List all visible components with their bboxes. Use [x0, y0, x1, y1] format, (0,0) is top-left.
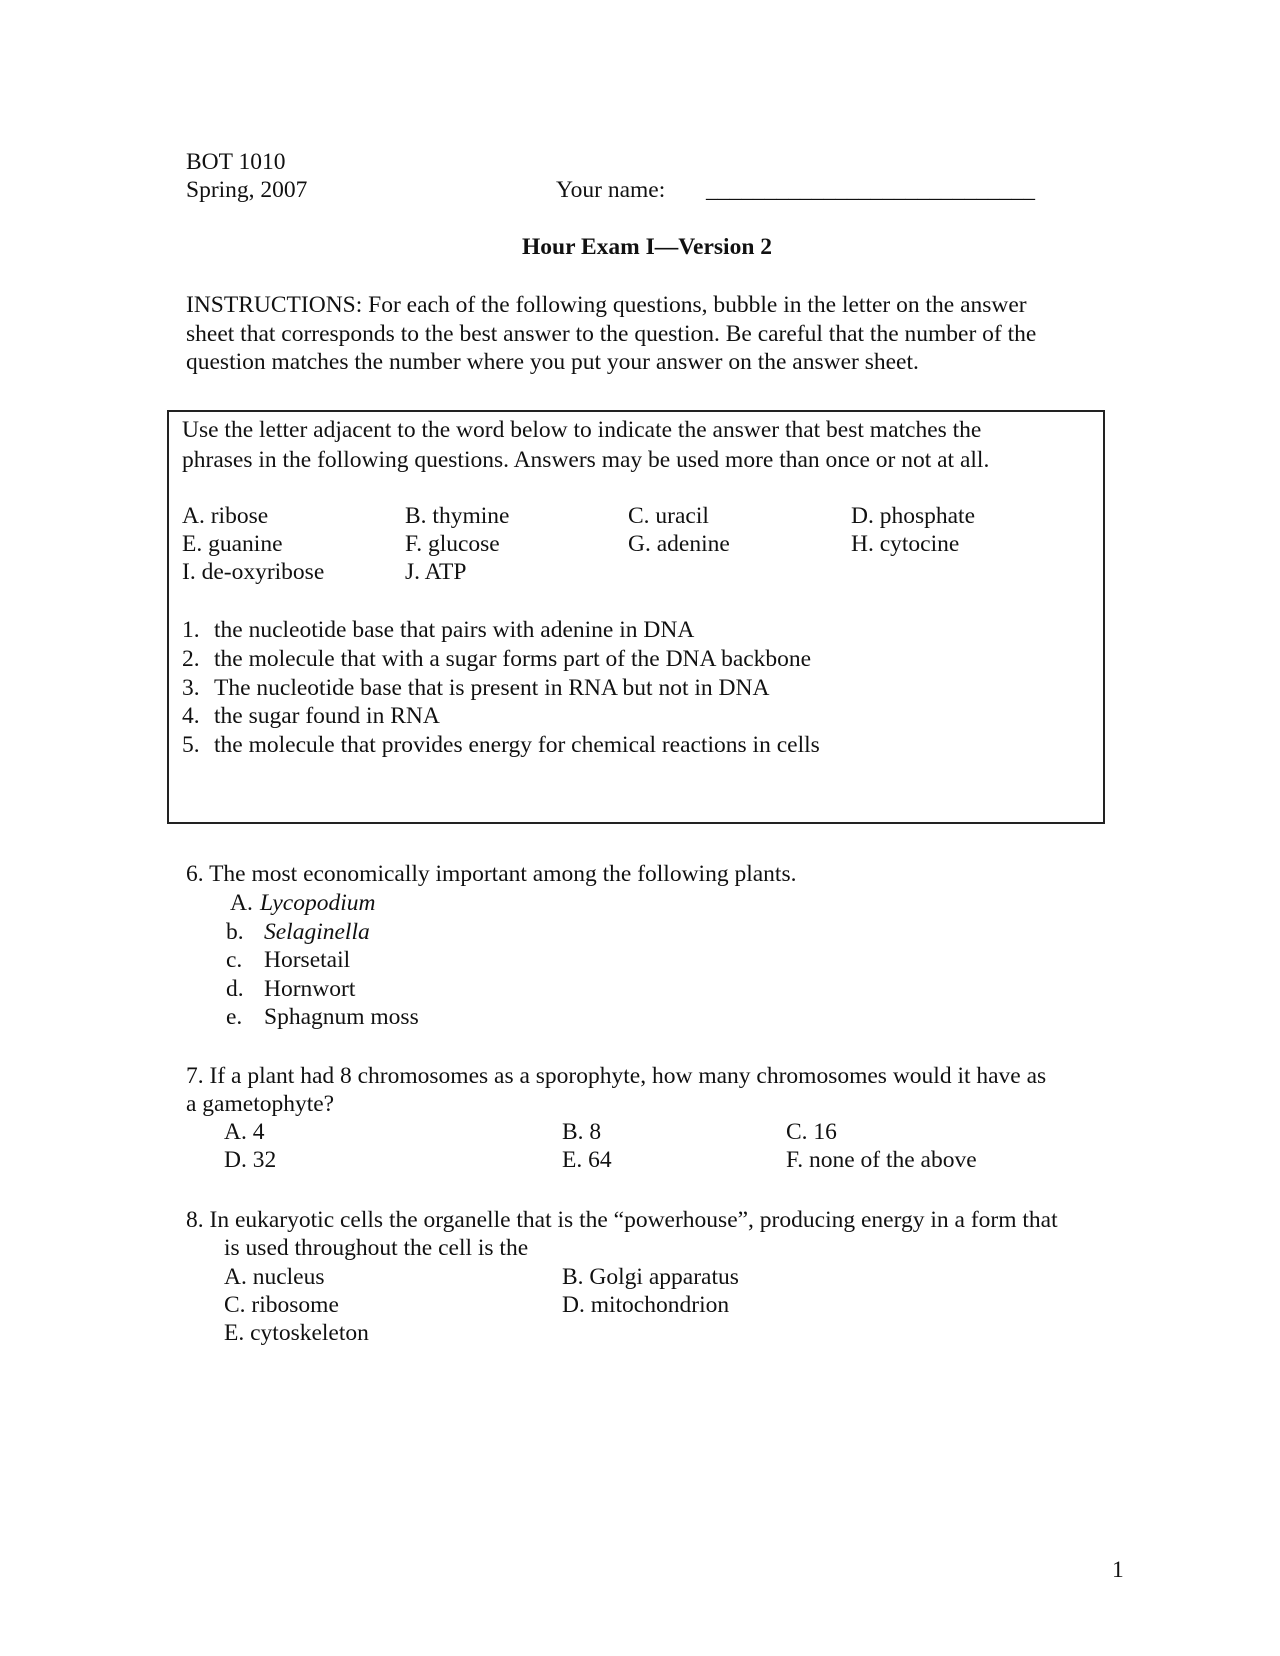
choice-item: F. glucose	[405, 531, 500, 557]
option: B. Golgi apparatus	[562, 1264, 739, 1290]
question-6-stem: 6. The most economically important among the following plants.	[186, 861, 797, 887]
question-number: 2.	[182, 646, 200, 672]
option-letter: A.	[230, 890, 253, 916]
choice-item: H. cytocine	[851, 531, 960, 557]
option: C. ribosome	[224, 1292, 339, 1318]
question-8-stem: 8. In eukaryotic cells the organelle that is the “powerhouse”, producing energy in a form that	[186, 1207, 1058, 1233]
question-number: 4.	[182, 703, 200, 729]
option: E. cytoskeleton	[224, 1320, 369, 1346]
matching-intro-line: phrases in the following questions. Answers may be used more than once or not at all.	[182, 447, 990, 473]
page-number: 1	[1112, 1557, 1124, 1583]
option: F. none of the above	[786, 1147, 977, 1173]
question-8-options	[224, 1319, 1124, 1347]
question-text: The nucleotide base that is present in RNA but not in DNA	[214, 675, 770, 701]
option-text: Sphagnum moss	[264, 1004, 419, 1030]
option-letter: e.	[226, 1004, 243, 1030]
question-6-option	[226, 1003, 626, 1031]
choice-item: J. ATP	[405, 559, 467, 585]
option: B. 8	[562, 1119, 602, 1145]
question-6-option	[226, 918, 626, 946]
option-letter: d.	[226, 976, 244, 1002]
instructions-line: sheet that corresponds to the best answer to the question. Be careful that the number of the	[186, 321, 1037, 347]
option-text: Horsetail	[264, 947, 351, 973]
question-text: the molecule that with a sugar forms part of the DNA backbone	[214, 646, 812, 672]
option: E. 64	[562, 1147, 612, 1173]
question-number: 1.	[182, 617, 200, 643]
option-letter: c.	[226, 947, 243, 973]
question-8-stem: is used throughout the cell is the	[224, 1235, 529, 1261]
choice-item: D. phosphate	[851, 503, 976, 529]
option: C. 16	[786, 1119, 837, 1145]
question-8-options	[224, 1291, 1124, 1319]
question-text: the molecule that provides energy for chemical reactions in cells	[214, 732, 820, 758]
choice-row	[182, 558, 1082, 586]
choice-item: I. de-oxyribose	[182, 559, 325, 585]
choice-row	[182, 502, 1082, 530]
name-label: Your name:	[556, 177, 666, 203]
option-text: Lycopodium	[260, 890, 376, 916]
question-number: 3.	[182, 675, 200, 701]
option: D. 32	[224, 1147, 277, 1173]
exam-title: Hour Exam I—Version 2	[521, 234, 773, 260]
course-code: BOT 1010	[186, 149, 286, 175]
choice-item: G. adenine	[628, 531, 730, 557]
matching-question	[182, 645, 1082, 673]
choice-row	[182, 530, 1082, 558]
question-7-stem: a gametophyte?	[186, 1091, 335, 1117]
matching-question	[182, 616, 1082, 644]
term: Spring, 2007	[186, 177, 308, 203]
option: A. 4	[224, 1119, 265, 1145]
matching-question	[182, 702, 1082, 730]
question-text: the sugar found in RNA	[214, 703, 440, 729]
matching-question	[182, 731, 1082, 759]
name-blank-line[interactable]: ____________________________	[706, 177, 1035, 203]
instructions-line: INSTRUCTIONS: For each of the following questions, bubble in the letter on the answer	[186, 292, 1027, 318]
question-6-option	[230, 889, 630, 917]
question-7-options	[224, 1146, 1124, 1174]
option-letter: b.	[226, 919, 244, 945]
matching-question	[182, 674, 1082, 702]
question-8-options	[224, 1263, 1124, 1291]
option: A. nucleus	[224, 1264, 325, 1290]
option-text: Hornwort	[264, 976, 356, 1002]
choice-item: B. thymine	[405, 503, 510, 529]
question-text: the nucleotide base that pairs with adenine in DNA	[214, 617, 695, 643]
option: D. mitochondrion	[562, 1292, 730, 1318]
choice-item: A. ribose	[182, 503, 269, 529]
choice-item: E. guanine	[182, 531, 283, 557]
instructions-line: question matches the number where you put your answer on the answer sheet.	[186, 349, 919, 375]
question-7-options	[224, 1118, 1124, 1146]
question-7-stem: 7. If a plant had 8 chromosomes as a sporophyte, how many chromosomes would it have as	[186, 1063, 1047, 1089]
question-number: 5.	[182, 732, 200, 758]
matching-intro-line: Use the letter adjacent to the word below to indicate the answer that best matches the	[182, 417, 982, 443]
question-6-option	[226, 946, 626, 974]
question-6-option	[226, 975, 626, 1003]
option-text: Selaginella	[264, 919, 370, 945]
choice-item: C. uracil	[628, 503, 709, 529]
